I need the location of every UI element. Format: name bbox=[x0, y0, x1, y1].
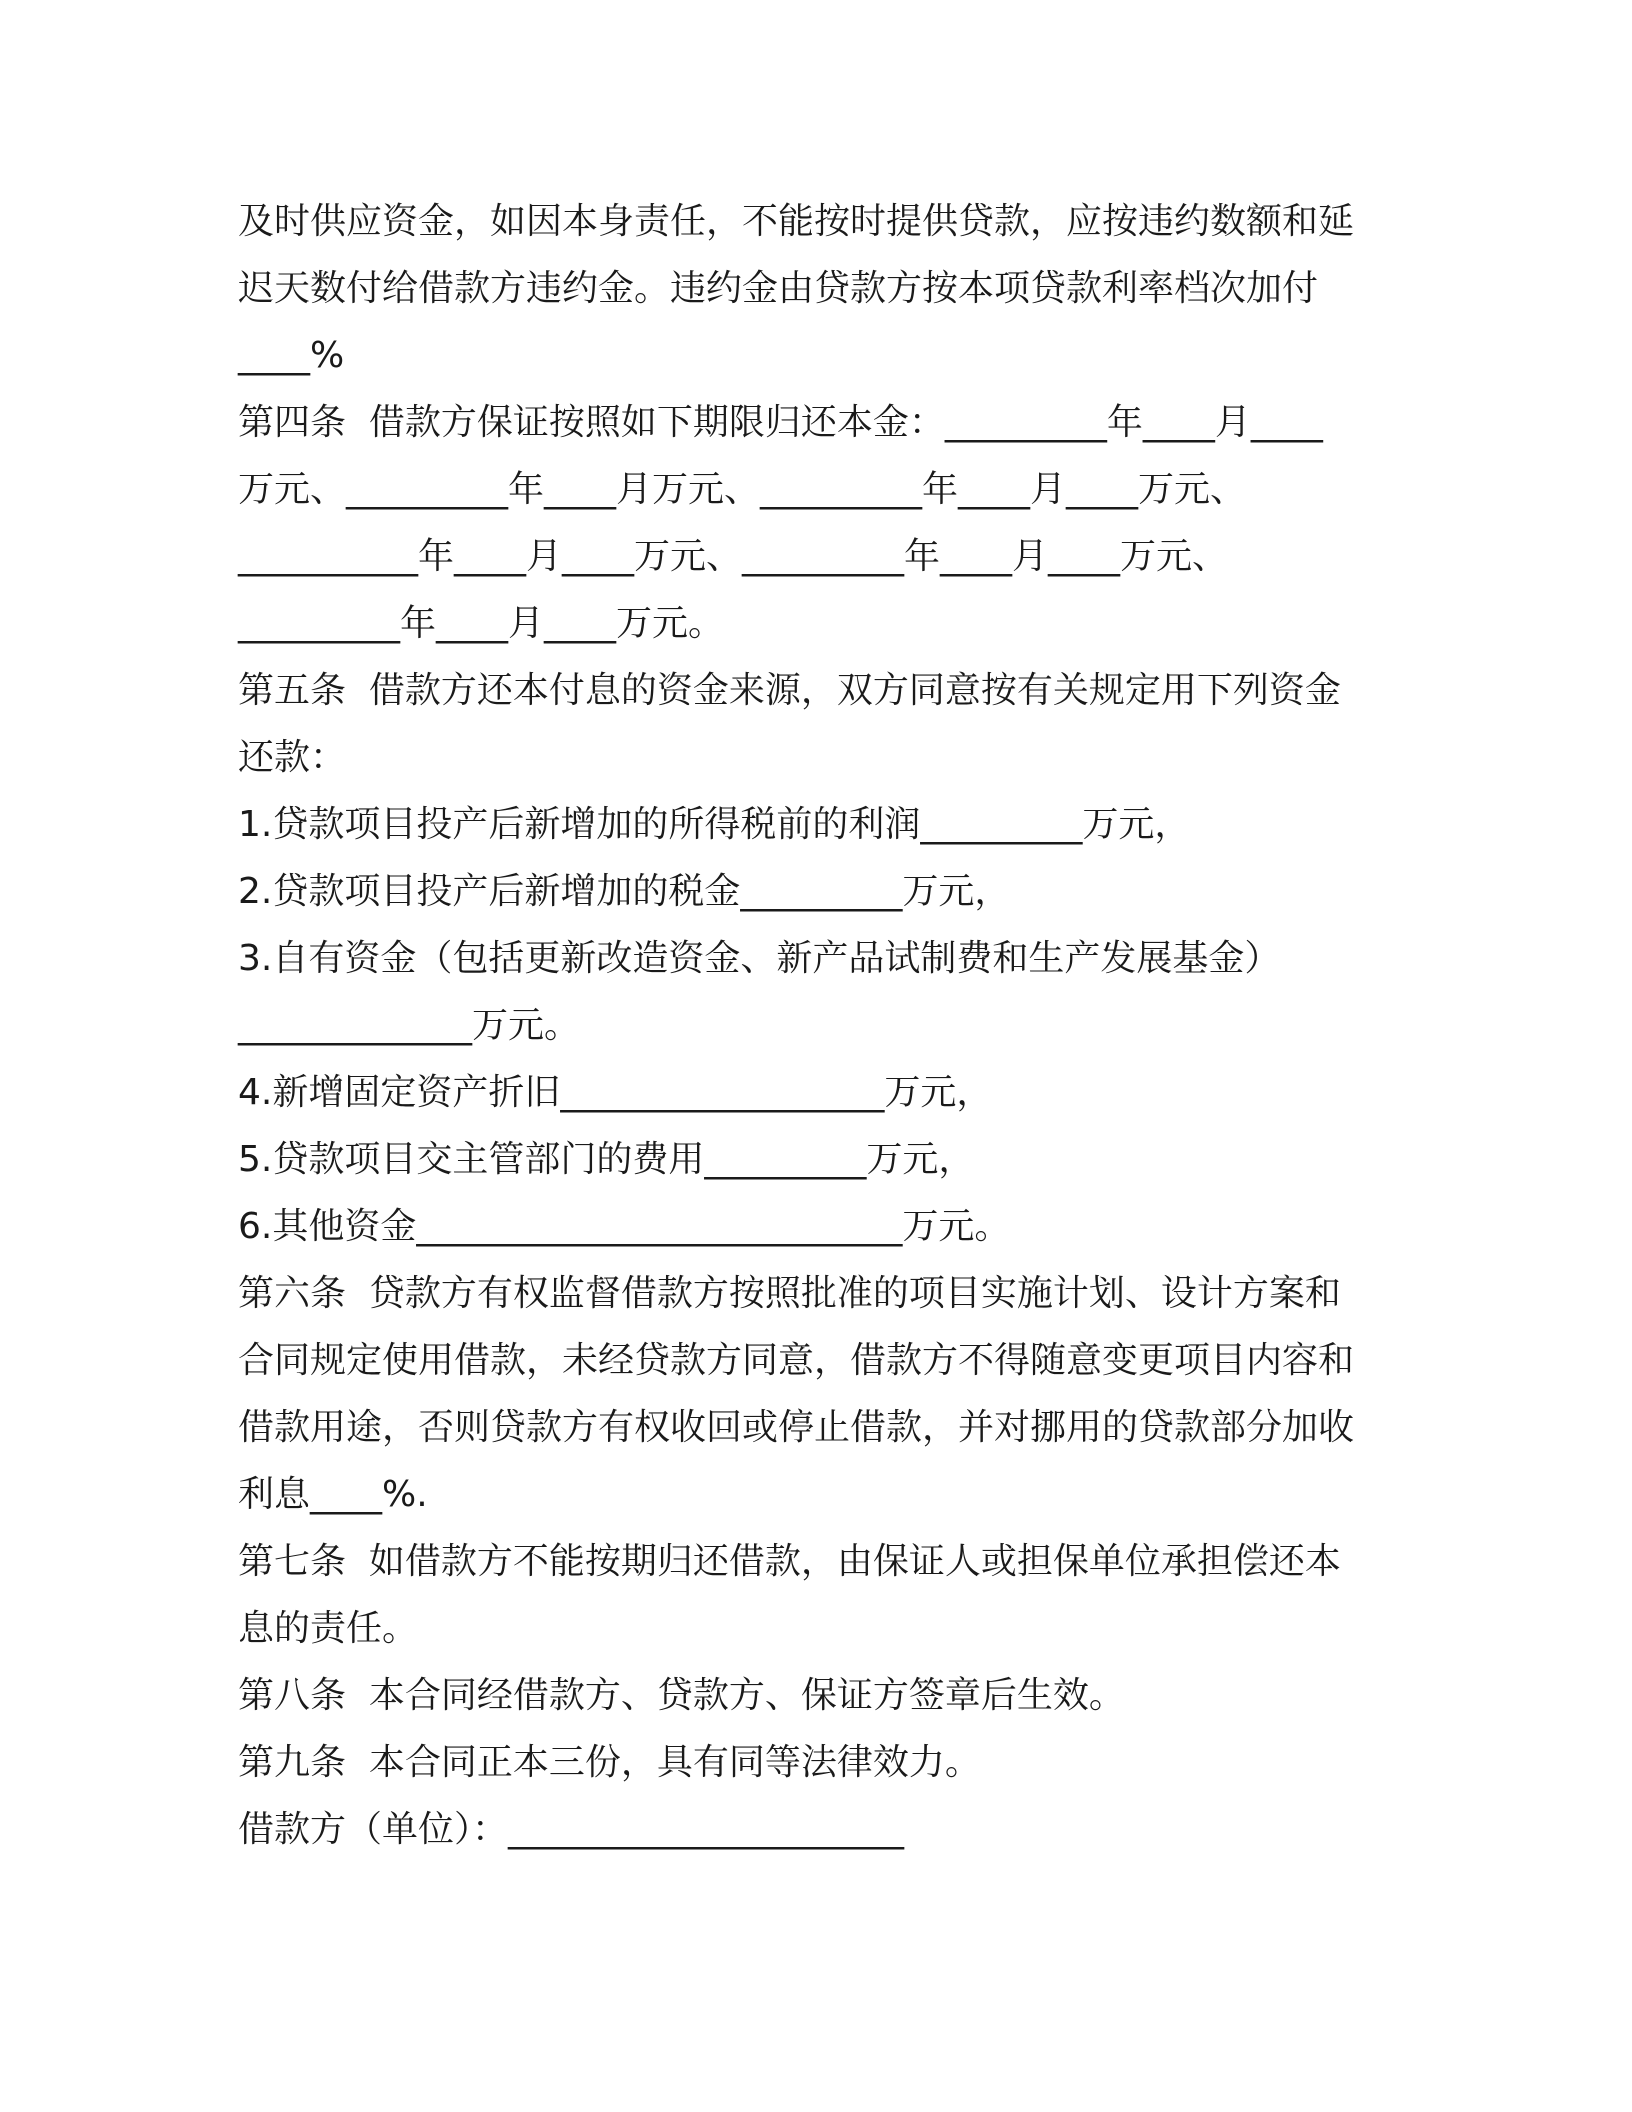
article-6-heading: 第六条 贷款方有权监督借款方按照批准的项目实施计划、设计方案和 bbox=[238, 1273, 1341, 1314]
article-9-heading: 第九条 本合同正本三份，具有同等法律效力。 bbox=[238, 1742, 981, 1783]
text-line-5: 万元、_________年____月万元、_________年____月____万元、 bbox=[238, 469, 1247, 510]
article-7-heading: 第七条 如借款方不能按期归还借款，由保证人或担保单位承担偿还本 bbox=[238, 1541, 1341, 1582]
document-body bbox=[238, 188, 1398, 1863]
text-line-1: 及时供应资金，如因本身责任，不能按时提供贷款，应按违约数额和延 bbox=[238, 201, 1355, 242]
text-line-9: 还款： bbox=[238, 737, 347, 778]
fund-item-5: 5.贷款项目交主管部门的费用_________万元， bbox=[238, 1139, 975, 1180]
fund-item-4: 4.新增固定资产折旧__________________万元， bbox=[238, 1072, 993, 1113]
fund-item-3: 3.自有资金（包括更新改造资金、新产品试制费和生产发展基金） bbox=[238, 938, 1281, 979]
article-4-heading: 第四条 借款方保证按照如下期限归还本金：_________年____月____ bbox=[238, 402, 1323, 443]
fund-item-6: 6.其他资金___________________________万元。 bbox=[238, 1206, 1011, 1247]
text-line-3: ____% bbox=[238, 335, 345, 376]
text-line-20: 利息____%. bbox=[238, 1474, 428, 1515]
text-line-22: 息的责任。 bbox=[238, 1608, 419, 1649]
text-line-18: 合同规定使用借款，未经贷款方同意，借款方不得随意变更项目内容和 bbox=[238, 1340, 1355, 1381]
text-line-2: 迟天数付给借款方违约金。违约金由贷款方按本项贷款利率档次加付 bbox=[238, 268, 1319, 309]
text-line-13: _____________万元。 bbox=[238, 1005, 581, 1046]
text-line-19: 借款用途，否则贷款方有权收回或停止借款，并对挪用的贷款部分加收 bbox=[238, 1407, 1355, 1448]
text-line-7: _________年____月____万元。 bbox=[238, 603, 725, 644]
borrower-signature-line: 借款方（单位）：______________________ bbox=[238, 1809, 905, 1850]
fund-item-1: 1.贷款项目投产后新增加的所得税前的利润_________万元， bbox=[238, 804, 1191, 845]
article-5-heading: 第五条 借款方还本付息的资金来源，双方同意按有关规定用下列资金 bbox=[238, 670, 1341, 711]
article-8-heading: 第八条 本合同经借款方、贷款方、保证方签章后生效。 bbox=[238, 1675, 1125, 1716]
text-line-6: __________年____月____万元、_________年____月____万元、 bbox=[238, 536, 1229, 577]
fund-item-2: 2.贷款项目投产后新增加的税金_________万元， bbox=[238, 871, 1011, 912]
